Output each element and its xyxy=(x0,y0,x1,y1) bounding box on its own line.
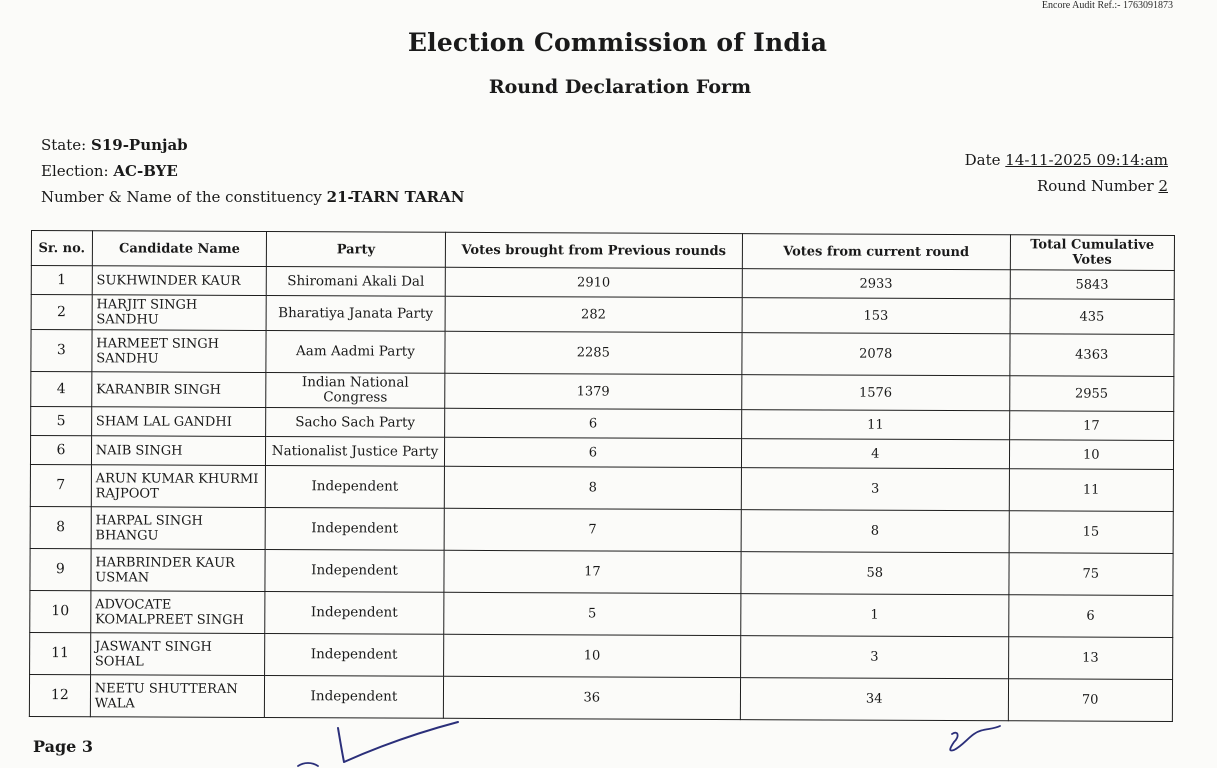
state-label: State: xyxy=(41,136,87,154)
current-votes-cell: 1 xyxy=(741,594,1009,637)
sr-no-cell: 4 xyxy=(31,372,92,407)
state-value: S19-Punjab xyxy=(91,136,188,154)
signature-mark-right xyxy=(940,722,1010,758)
previous-votes-cell: 6 xyxy=(444,408,741,438)
table-row xyxy=(31,330,1174,377)
sr-no-cell: 1 xyxy=(31,266,92,295)
candidate-name-cell: HARJIT SINGH SANDHU xyxy=(92,295,267,331)
previous-votes-cell: 1379 xyxy=(444,373,741,409)
sr-no-cell: 11 xyxy=(30,632,91,674)
round-value: 2 xyxy=(1158,177,1168,195)
table-row xyxy=(30,632,1173,679)
party-cell: Independent xyxy=(265,676,444,719)
table-row xyxy=(29,674,1172,721)
total-votes-cell: 15 xyxy=(1009,511,1174,554)
table-row xyxy=(31,295,1174,335)
candidate-name-cell: HARBRINDER KAUR USMAN xyxy=(91,549,266,592)
table-row xyxy=(30,548,1173,595)
candidate-name-cell: SHAM LAL GANDHI xyxy=(91,407,266,437)
candidate-name-cell: KARANBIR SINGH xyxy=(92,372,267,408)
table-row xyxy=(31,372,1174,412)
sr-no-cell: 2 xyxy=(31,295,92,330)
column-header-party: Party xyxy=(267,232,446,268)
current-votes-cell: 58 xyxy=(741,552,1009,595)
column-header-sr-no: Sr. no. xyxy=(31,231,92,266)
column-header-total-votes: Total Cumulative Votes xyxy=(1010,235,1175,271)
total-votes-cell: 13 xyxy=(1008,637,1173,680)
document-subtitle: Round Declaration Form xyxy=(488,76,752,98)
table-header-row xyxy=(31,231,1174,271)
current-votes-cell: 2078 xyxy=(742,333,1010,376)
constituency-value: 21-TARN TARAN xyxy=(326,188,465,206)
previous-votes-cell: 7 xyxy=(444,508,742,551)
total-votes-cell: 2955 xyxy=(1009,376,1174,412)
party-cell: Independent xyxy=(265,550,444,593)
date-label: Date xyxy=(964,151,1001,169)
previous-votes-cell: 2285 xyxy=(445,331,743,374)
results-table xyxy=(29,230,1175,722)
current-votes-cell: 1576 xyxy=(742,375,1010,411)
party-cell: Bharatiya Janata Party xyxy=(266,296,445,332)
party-cell: Independent xyxy=(265,508,444,551)
sr-no-cell: 3 xyxy=(31,330,92,372)
sr-no-cell: 7 xyxy=(30,464,91,506)
candidate-name-cell: SUKHWINDER KAUR xyxy=(92,266,267,296)
constituency-line xyxy=(41,184,464,210)
document-title: Election Commission of India xyxy=(407,28,828,57)
total-votes-cell: 10 xyxy=(1009,440,1174,470)
current-votes-cell: 11 xyxy=(742,410,1010,440)
current-votes-cell: 4 xyxy=(741,439,1009,469)
column-header-current-votes: Votes from current round xyxy=(742,234,1010,270)
previous-votes-cell: 2910 xyxy=(445,267,742,297)
current-votes-cell: 8 xyxy=(741,510,1009,553)
party-cell: Nationalist Justice Party xyxy=(266,437,445,467)
election-line xyxy=(41,158,464,184)
previous-votes-cell: 17 xyxy=(444,550,742,593)
previous-votes-cell: 6 xyxy=(444,437,741,467)
sr-no-cell: 12 xyxy=(29,674,90,716)
party-cell: Independent xyxy=(266,466,445,509)
candidate-name-cell: ARUN KUMAR KHURMI RAJPOOT xyxy=(91,465,266,508)
page-number: Page 3 xyxy=(33,737,94,756)
current-votes-cell: 34 xyxy=(740,678,1008,721)
candidate-name-cell: JASWANT SINGH SOHAL xyxy=(90,633,265,676)
current-votes-cell: 2933 xyxy=(742,269,1010,299)
total-votes-cell: 4363 xyxy=(1009,334,1174,377)
party-cell: Independent xyxy=(265,592,444,635)
election-details xyxy=(41,132,464,210)
total-votes-cell: 5843 xyxy=(1010,270,1175,300)
previous-votes-cell: 282 xyxy=(445,296,742,332)
sr-no-cell: 5 xyxy=(31,407,92,436)
date-line xyxy=(965,147,1168,173)
candidate-name-cell: NAIB SINGH xyxy=(91,436,266,466)
party-cell: Shiromani Akali Dal xyxy=(267,267,446,297)
total-votes-cell: 70 xyxy=(1008,679,1173,722)
signature-mark-left xyxy=(290,718,470,768)
total-votes-cell: 435 xyxy=(1010,299,1175,335)
party-cell: Sacho Sach Party xyxy=(266,408,445,438)
total-votes-cell: 75 xyxy=(1008,553,1173,596)
previous-votes-cell: 8 xyxy=(444,466,742,509)
candidate-name-cell: ADVOCATE KOMALPREET SINGH xyxy=(91,591,266,634)
total-votes-cell: 6 xyxy=(1008,595,1173,638)
date-value: 14-11-2025 09:14:am xyxy=(1005,151,1168,169)
sr-no-cell: 6 xyxy=(30,436,91,465)
table-row xyxy=(30,590,1173,637)
party-cell: Aam Aadmi Party xyxy=(266,331,445,374)
previous-votes-cell: 5 xyxy=(443,592,741,635)
candidate-name-cell: HARMEET SINGH SANDHU xyxy=(92,330,267,373)
sr-no-cell: 10 xyxy=(30,590,91,632)
round-line xyxy=(965,173,1168,199)
table-row xyxy=(30,506,1173,553)
previous-votes-cell: 10 xyxy=(443,634,741,677)
election-label: Election: xyxy=(41,162,109,180)
round-label: Round Number xyxy=(1036,177,1154,195)
state-line xyxy=(41,132,464,158)
total-votes-cell: 17 xyxy=(1009,411,1174,441)
column-header-previous-votes: Votes brought from Previous rounds xyxy=(445,232,742,268)
party-cell: Indian National Congress xyxy=(266,373,445,409)
round-details xyxy=(965,147,1168,199)
candidate-name-cell: HARPAL SINGH BHANGU xyxy=(91,507,266,550)
constituency-label: Number & Name of the constituency xyxy=(41,188,322,206)
audit-reference: Encore Audit Ref.:- 1763091873 xyxy=(1041,0,1173,11)
current-votes-cell: 153 xyxy=(742,298,1010,334)
total-votes-cell: 11 xyxy=(1009,469,1174,512)
election-value: AC-BYE xyxy=(113,162,178,180)
current-votes-cell: 3 xyxy=(741,636,1009,679)
column-header-candidate-name: Candidate Name xyxy=(92,231,267,267)
sr-no-cell: 9 xyxy=(30,548,91,590)
party-cell: Independent xyxy=(265,634,444,677)
sr-no-cell: 8 xyxy=(30,506,91,548)
candidate-name-cell: NEETU SHUTTERAN WALA xyxy=(90,675,265,718)
previous-votes-cell: 36 xyxy=(443,676,741,719)
current-votes-cell: 3 xyxy=(741,468,1009,511)
table-row xyxy=(30,464,1173,511)
